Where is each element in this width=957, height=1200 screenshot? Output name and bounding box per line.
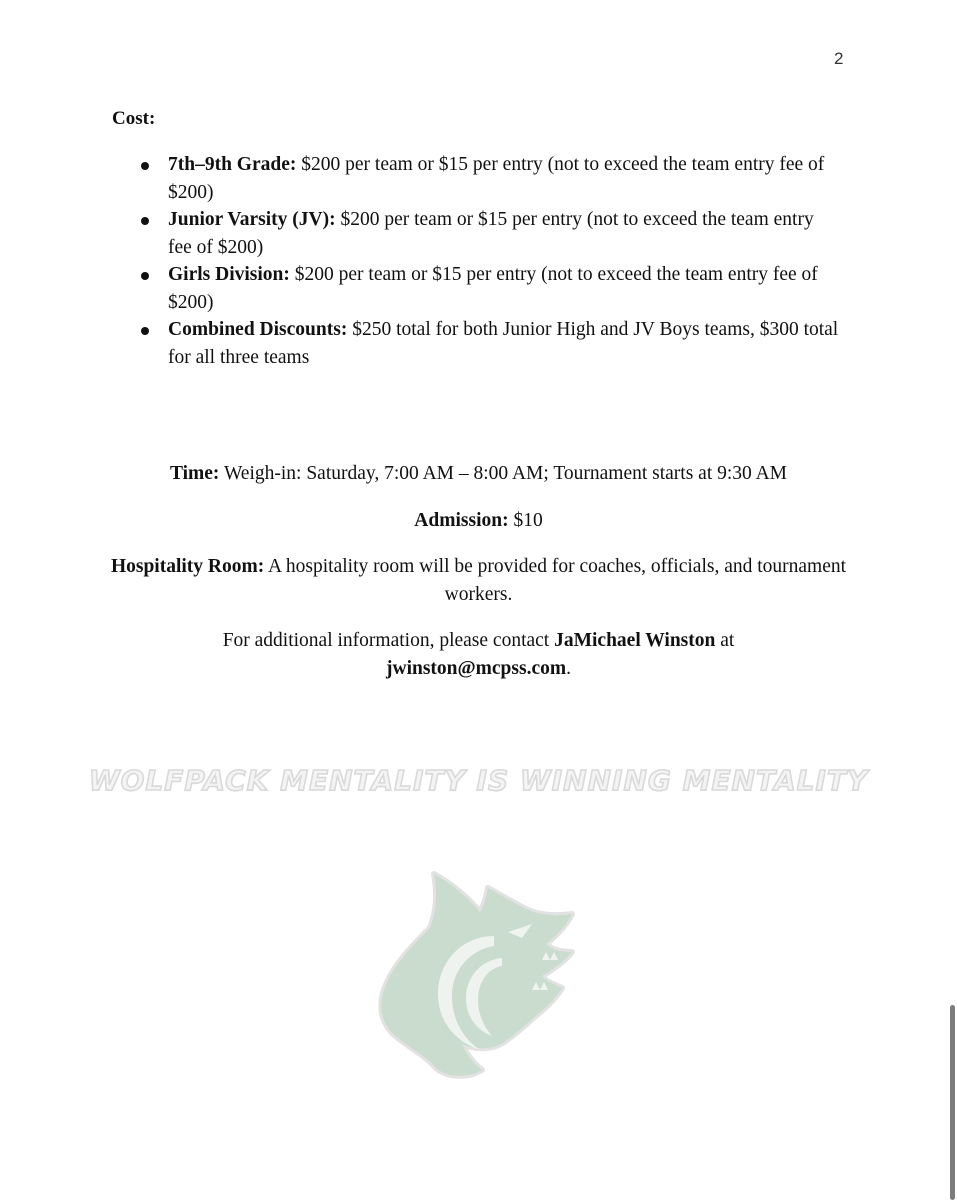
bullet-icon [141,327,149,335]
contact-prefix: For additional information, please contact [222,630,555,651]
hospitality-label: Hospitality Room: [110,556,265,577]
cost-list [140,151,840,371]
cost-item-text: $200 per team or $15 per entry (not to exceed the team entry fee of $200) [168,209,814,258]
cost-item-label: Girls Division: [168,264,290,285]
scrollbar-thumb[interactable] [950,1005,955,1200]
list-item [140,316,840,371]
cost-heading: Cost: [112,108,156,129]
admission-text: $10 [508,510,543,531]
cost-item-label: Combined Discounts: [168,319,348,340]
time-text: Weigh-in: Saturday, 7:00 AM – 8:00 AM; Tournament starts at 9:30 AM [219,463,788,484]
contact-email[interactable]: jwinston@mcpss.com [386,657,567,679]
wolf-logo-icon [376,866,586,1080]
contact-name: JaMichael Winston [554,630,716,651]
page-number: 2 [834,49,844,68]
motto-watermark: WOLFPACK MENTALITY IS WINNING MENTALITY [88,764,869,797]
admission-label: Admission: [414,510,509,531]
bullet-icon [141,217,149,225]
hospitality-text: A hospitality room will be provided for coaches, officials, and tournament workers. [264,556,847,605]
admission-line [100,507,857,535]
contact-line [100,627,857,682]
bullet-icon [141,162,149,170]
hospitality-line [100,553,857,608]
cost-item-label: 7th–9th Grade: [168,154,297,175]
list-item [140,261,840,316]
contact-middle: at [715,630,735,651]
contact-suffix: . [566,657,571,679]
cost-item-text: $200 per team or $15 per entry (not to exceed the team entry fee of $200) [168,154,825,203]
bullet-icon [141,272,149,280]
list-item [140,151,840,206]
cost-item-label: Junior Varsity (JV): [168,209,336,230]
time-line [100,460,857,488]
cost-item-text: $250 total for both Junior High and JV Boys teams, $300 total for all three teams [168,319,839,368]
cost-item-text: $200 per team or $15 per entry (not to exceed the team entry fee of $200) [168,264,818,313]
list-item [140,206,840,261]
time-label: Time: [169,463,220,484]
